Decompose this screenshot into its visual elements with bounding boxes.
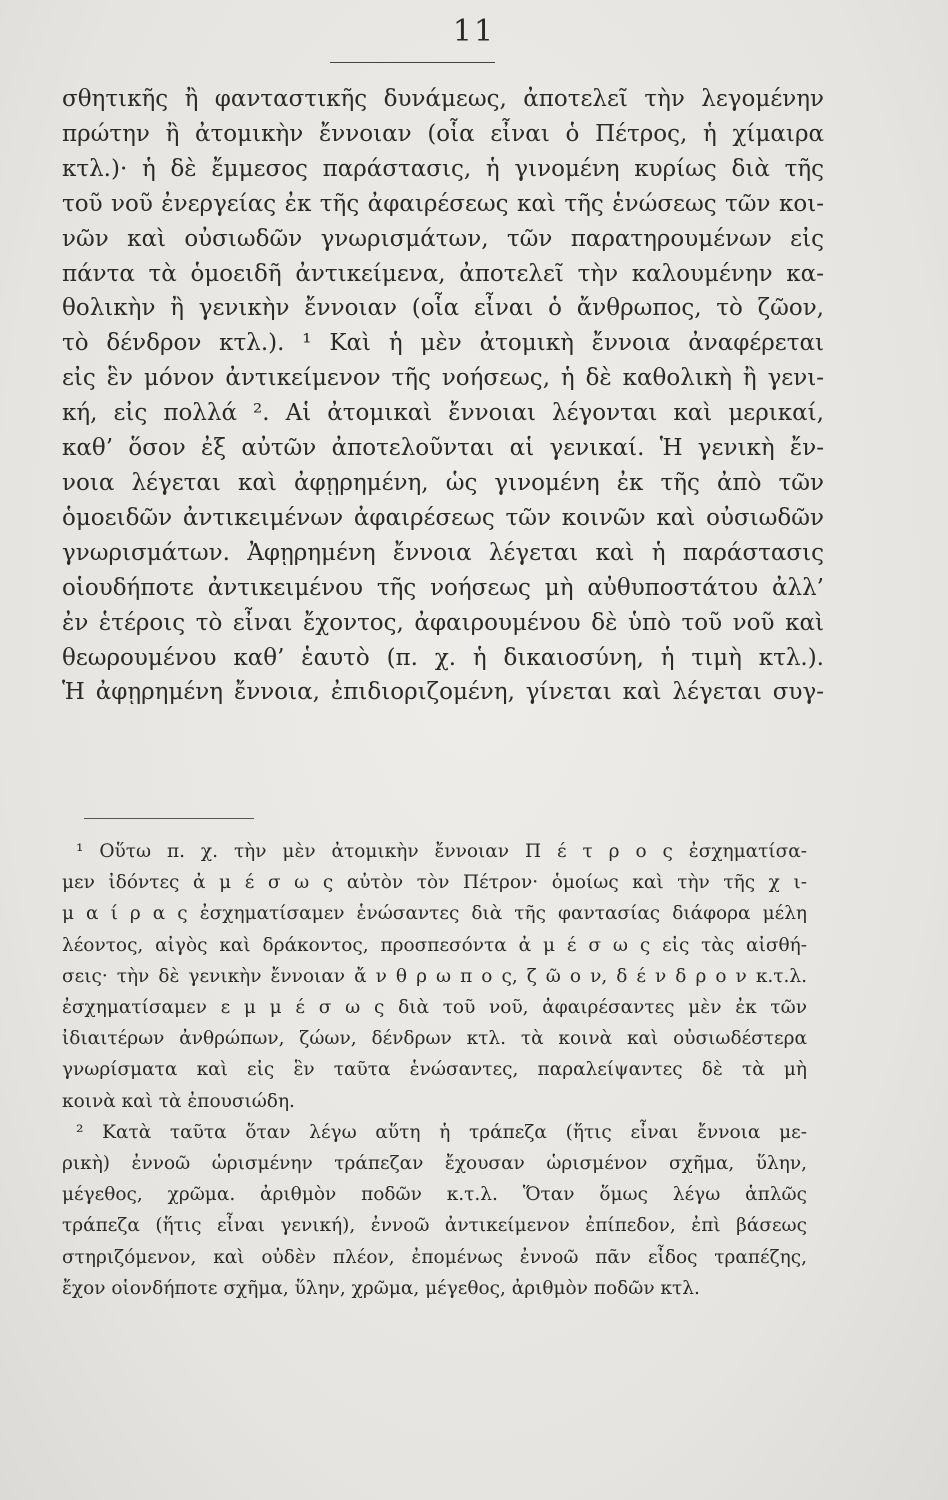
footnote-line: ἔχον οἱονδήποτε σχῆμα, ὕλην, χρῶμα, μέγεθος, ἀριθμὸν ποδῶν κτλ. — [62, 1277, 700, 1299]
text-line: θολικὴν ἢ γενικὴν ἔννοιαν (οἷα εἶναι ὁ ἄνθρωπος, τὸ ζῶον, — [62, 295, 824, 322]
footnote-line: ² Κατὰ ταῦτα ὅταν λέγω αὕτη ἡ τράπεζα (ἥτις εἶναι ἔννοια με- — [76, 1121, 807, 1143]
footnotes — [62, 836, 807, 1304]
text-line: νοια λέγεται καὶ ἀφῃρημένη, ὡς γινομένη ἐκ τῆς ἀπὸ τῶν — [62, 469, 824, 496]
text-line: τοῦ νοῦ ἐνεργείας ἐκ τῆς ἀφαιρέσεως καὶ τῆς ἑνώσεως τῶν κοι- — [62, 190, 824, 217]
footnote-line: κοινὰ καὶ τὰ ἐπουσιώδη. — [62, 1090, 295, 1112]
footnote-line: σεις· τὴν δὲ γενικὴν ἔννοιαν ἄ ν θ ρ ω π ο ς, ζ ῶ ο ν, δ έ ν δ ρ ο ν κ.τ.λ. — [62, 965, 807, 987]
footnote-line: στηριζόμενον, καὶ οὐδὲν πλέον, ἐπομένως ἐννοῶ πᾶν εἶδος τραπέζης, — [62, 1246, 807, 1268]
text-line: Ἡ ἀφῃρημένη ἔννοια, ἐπιδιοριζομένη, γίνεται καὶ λέγεται συγ- — [62, 679, 824, 706]
text-line: πάντα τὰ ὁμοειδῆ ἀντικείμενα, ἀποτελεῖ τὴν καλουμένην κα- — [62, 260, 824, 287]
text-line: κή, εἰς πολλά ². Αἱ ἀτομικαὶ ἔννοιαι λέγονται καὶ μερικαί, — [62, 400, 824, 427]
text-line: σθητικῆς ἢ φανταστικῆς δυνάμεως, ἀποτελεῖ τὴν λεγομένην — [62, 86, 824, 112]
text-line: γνωρισμάτων. Ἀφῃρημένη ἔννοια λέγεται καὶ ἡ παράστασις — [62, 539, 824, 566]
header-rule — [330, 62, 495, 63]
footnote-line: γνωρίσματα καὶ εἰς ἓν ταῦτα ἑνώσαντες, παραλείψαντες δὲ τὰ μὴ — [62, 1059, 807, 1081]
text-line: τὸ δένδρον κτλ.). ¹ Καὶ ἡ μὲν ἀτομικὴ ἔννοια ἀναφέρεται — [62, 330, 824, 357]
footnote-line: ἰδιαιτέρων ἀνθρώπων, ζώων, δένδρων κτλ. τὰ κοινὰ καὶ οὐσιωδέστερα — [62, 1028, 807, 1050]
footnote-1 — [62, 836, 807, 1117]
footnote-line: ἐσχηματίσαμεν ε μ μ έ σ ω ς διὰ τοῦ νοῦ, ἀφαιρέσαντες μὲν ἐκ τῶν — [62, 997, 807, 1019]
footnote-rule — [84, 818, 254, 819]
footnote-line: ρικὴ) ἐννοῶ ὡρισμένην τράπεζαν ἔχουσαν ὡρισμένον σχῆμα, ὕλην, — [62, 1153, 807, 1175]
footnote-line: μεν ἰδόντες ἀ μ έ σ ω ς αὐτὸν τὸν Πέτρον· ὁμοίως καὶ τὴν τῆς χ ι- — [62, 872, 807, 894]
text-line: ἐν ἑτέροις τὸ εἶναι ἔχοντος, ἀφαιρουμένου δὲ ὑπὸ τοῦ νοῦ καὶ — [62, 609, 824, 636]
footnote-line: τράπεζα (ἥτις εἶναι γενική), ἐννοῶ ἀντικείμενον ἐπίπεδον, ἐπὶ βάσεως — [62, 1215, 807, 1237]
text-line: θεωρουμένου καθ’ ἑαυτὸ (π. χ. ἡ δικαιοσύνη, ἡ τιμὴ κτλ.). — [62, 644, 824, 671]
footnote-2 — [62, 1117, 807, 1304]
footnote-line: ¹ Οὕτω π. χ. τὴν μὲν ἀτομικὴν ἔννοιαν Π έ τ ρ ο ς ἐσχηματίσα- — [76, 841, 807, 862]
footnote-line: λέοντος, αἰγὸς καὶ δράκοντος, προσπεσόντα ἀ μ έ σ ω ς εἰς τὰς αἰσθή- — [62, 934, 807, 956]
text-line: κτλ.)· ἡ δὲ ἔμμεσος παράστασις, ἡ γινομένη κυρίως διὰ τῆς — [62, 155, 824, 182]
text-line: νῶν καὶ οὐσιωδῶν γνωρισμάτων, τῶν παρατηρουμένων εἰς — [62, 225, 824, 252]
footnote-line: μ α ί ρ α ς ἐσχηματίσαμεν ἑνώσαντες διὰ τῆς φαντασίας διάφορα μέλη — [62, 903, 807, 925]
footnote-line: μέγεθος, χρῶμα. ἀριθμὸν ποδῶν κ.τ.λ. Ὅταν ὅμως λέγω ἁπλῶς — [62, 1184, 807, 1206]
page-number: 11 — [452, 14, 496, 49]
text-line: καθ’ ὅσον ἐξ αὐτῶν ἀποτελοῦνται αἱ γενικαί. Ἡ γενικὴ ἔν- — [62, 435, 824, 462]
text-line: εἰς ἓν μόνον ἀντικείμενον τῆς νοήσεως, ἡ δὲ καθολικὴ ἢ γενι- — [62, 365, 824, 392]
main-text — [62, 82, 824, 710]
text-line: ὁμοειδῶν ἀντικειμένων ἀφαιρέσεως τῶν κοινῶν καὶ οὐσιωδῶν — [62, 504, 824, 531]
text-line: πρώτην ἢ ἀτομικὴν ἔννοιαν (οἷα εἶναι ὁ Πέτρος, ἡ χίμαιρα — [62, 120, 824, 147]
text-line: οἱουδήποτε ἀντικειμένου τῆς νοήσεως μὴ αὐθυποστάτου ἀλλ’ — [62, 574, 824, 601]
